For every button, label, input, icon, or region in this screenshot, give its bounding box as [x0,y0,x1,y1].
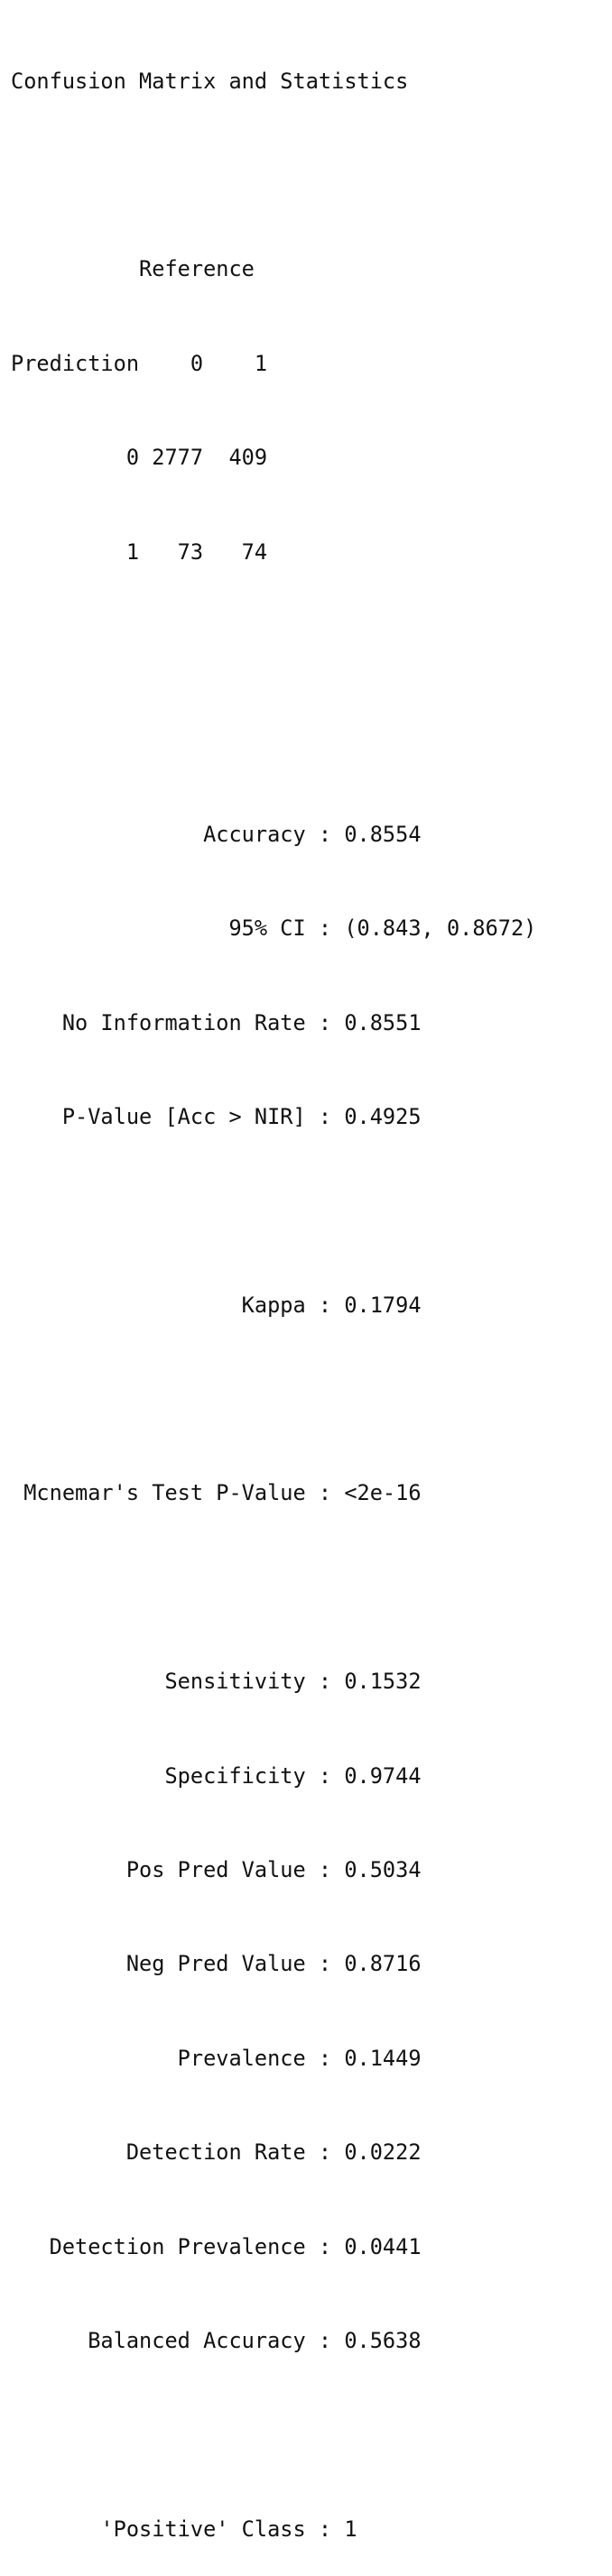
blank-line [11,1572,536,1604]
stat-positive-class: 'Positive' Class : 1 [11,2516,357,2542]
stat-accuracy: Accuracy : 0.8554 [11,821,422,847]
stat-prevalence: Prevalence : 0.1449 [11,2045,422,2071]
stat-no-information-rate: No Information Rate : 0.8551 [11,1009,422,1035]
console-output [11,3,536,2576]
matrix-reference-label: Reference [11,256,255,282]
blank-line [11,1384,536,1415]
stat-balanced-accuracy: Balanced Accuracy : 0.5638 [11,2327,422,2353]
stat-neg-pred-value: Neg Pred Value : 0.8716 [11,1951,422,1977]
matrix-row-0: 0 2777 409 [11,445,268,471]
blank-line [11,2419,536,2451]
stat-p-value-acc-nir: P-Value [Acc > NIR] : 0.4925 [11,1103,422,1129]
stat-detection-rate: Detection Rate : 0.0222 [11,2139,422,2166]
output-title: Confusion Matrix and Statistics [11,68,409,94]
blank-line [11,160,536,191]
stat-kappa: Kappa : 0.1794 [11,1292,422,1318]
stat-pos-pred-value: Pos Pred Value : 0.5034 [11,1857,422,1883]
stat-mcnemar-p-value: Mcnemar's Test P-Value : <2e-16 [11,1480,422,1506]
blank-line [11,724,536,756]
matrix-header-row: Prediction 0 1 [11,350,268,376]
stat-specificity: Specificity : 0.9744 [11,1762,422,1789]
stat-sensitivity: Sensitivity : 0.1532 [11,1669,422,1695]
stat-95-ci: 95% CI : (0.843, 0.8672) [11,915,537,942]
blank-line [11,1195,536,1227]
stat-detection-prevalence: Detection Prevalence : 0.0441 [11,2233,422,2259]
matrix-row-1: 1 73 74 [11,538,268,565]
blank-line [11,630,536,662]
